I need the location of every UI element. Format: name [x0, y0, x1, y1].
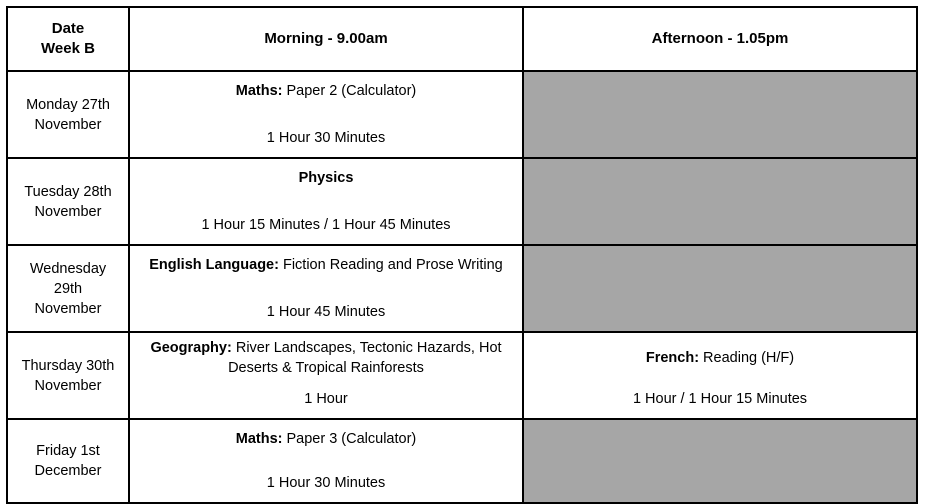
morning-exam-cell: [129, 332, 523, 419]
afternoon-exam-cell: [523, 332, 917, 419]
exam-title: [150, 338, 501, 378]
exam-duration: 1 Hour 30 Minutes: [266, 130, 386, 146]
afternoon-empty-cell: [523, 71, 917, 158]
header-morning: Morning - 9.00am: [129, 7, 523, 71]
header-week-label: Week B: [41, 40, 95, 57]
date-cell: [7, 245, 129, 332]
exam-title: [236, 81, 417, 101]
table-row: [7, 158, 917, 245]
table-row: [7, 71, 917, 158]
exam-title: [149, 255, 503, 275]
date-line: November: [34, 377, 102, 394]
exam-subject: Maths:: [235, 83, 283, 99]
header-date: [7, 7, 129, 71]
table-row: [7, 332, 917, 419]
morning-exam-cell: [129, 419, 523, 503]
date-line: December: [34, 463, 102, 479]
exam-paper: Fiction Reading and Prose Writing: [278, 257, 503, 273]
date-line: Friday 1st: [36, 443, 100, 459]
exam-paper: Paper 2 (Calculator): [282, 83, 417, 99]
table-row: [7, 245, 917, 332]
morning-exam-cell: [129, 245, 523, 332]
exam-title: [236, 429, 417, 449]
exam-duration: 1 Hour / 1 Hour 15 Minutes: [632, 391, 808, 407]
exam-paper-continued: Deserts & Tropical Rainforests: [228, 360, 424, 376]
afternoon-empty-cell: [523, 419, 917, 503]
afternoon-empty-cell: [523, 245, 917, 332]
exam-duration: 1 Hour 30 Minutes: [266, 475, 386, 491]
exam-paper: Reading (H/F): [699, 350, 795, 366]
morning-exam-cell: [129, 71, 523, 158]
date-line: Monday 27th: [26, 96, 110, 113]
exam-title: [646, 348, 794, 368]
morning-exam-cell: [129, 158, 523, 245]
exam-title: [299, 168, 354, 188]
date-line: Tuesday 28th: [24, 183, 112, 200]
exam-subject: French:: [645, 350, 700, 366]
exam-duration: 1 Hour 45 Minutes: [266, 304, 386, 320]
date-line: 29th: [53, 280, 83, 297]
date-cell: [7, 332, 129, 419]
date-line: November: [34, 300, 102, 317]
exam-duration: 1 Hour: [304, 391, 348, 407]
header-row: [7, 7, 917, 71]
date-cell: [7, 71, 129, 158]
exam-paper: Paper 3 (Calculator): [282, 431, 417, 447]
date-line: Wednesday: [29, 260, 107, 277]
date-cell: [7, 158, 129, 245]
header-date-label: Date: [51, 20, 85, 37]
exam-subject: Maths:: [235, 431, 283, 447]
date-line: Thursday 30th: [21, 357, 115, 374]
date-line: November: [34, 116, 102, 133]
date-cell: [7, 419, 129, 503]
header-afternoon: Afternoon - 1.05pm: [523, 7, 917, 71]
exam-subject: English Language:: [149, 257, 279, 273]
exam-paper: River Landscapes, Tectonic Hazards, Hot: [231, 340, 502, 356]
exam-subject: Physics: [298, 170, 354, 186]
exam-duration: 1 Hour 15 Minutes / 1 Hour 45 Minutes: [201, 217, 451, 233]
exam-timetable: [6, 6, 918, 504]
afternoon-empty-cell: [523, 158, 917, 245]
date-line: November: [34, 203, 102, 220]
table-row: [7, 419, 917, 503]
exam-subject: Geography:: [150, 340, 232, 356]
